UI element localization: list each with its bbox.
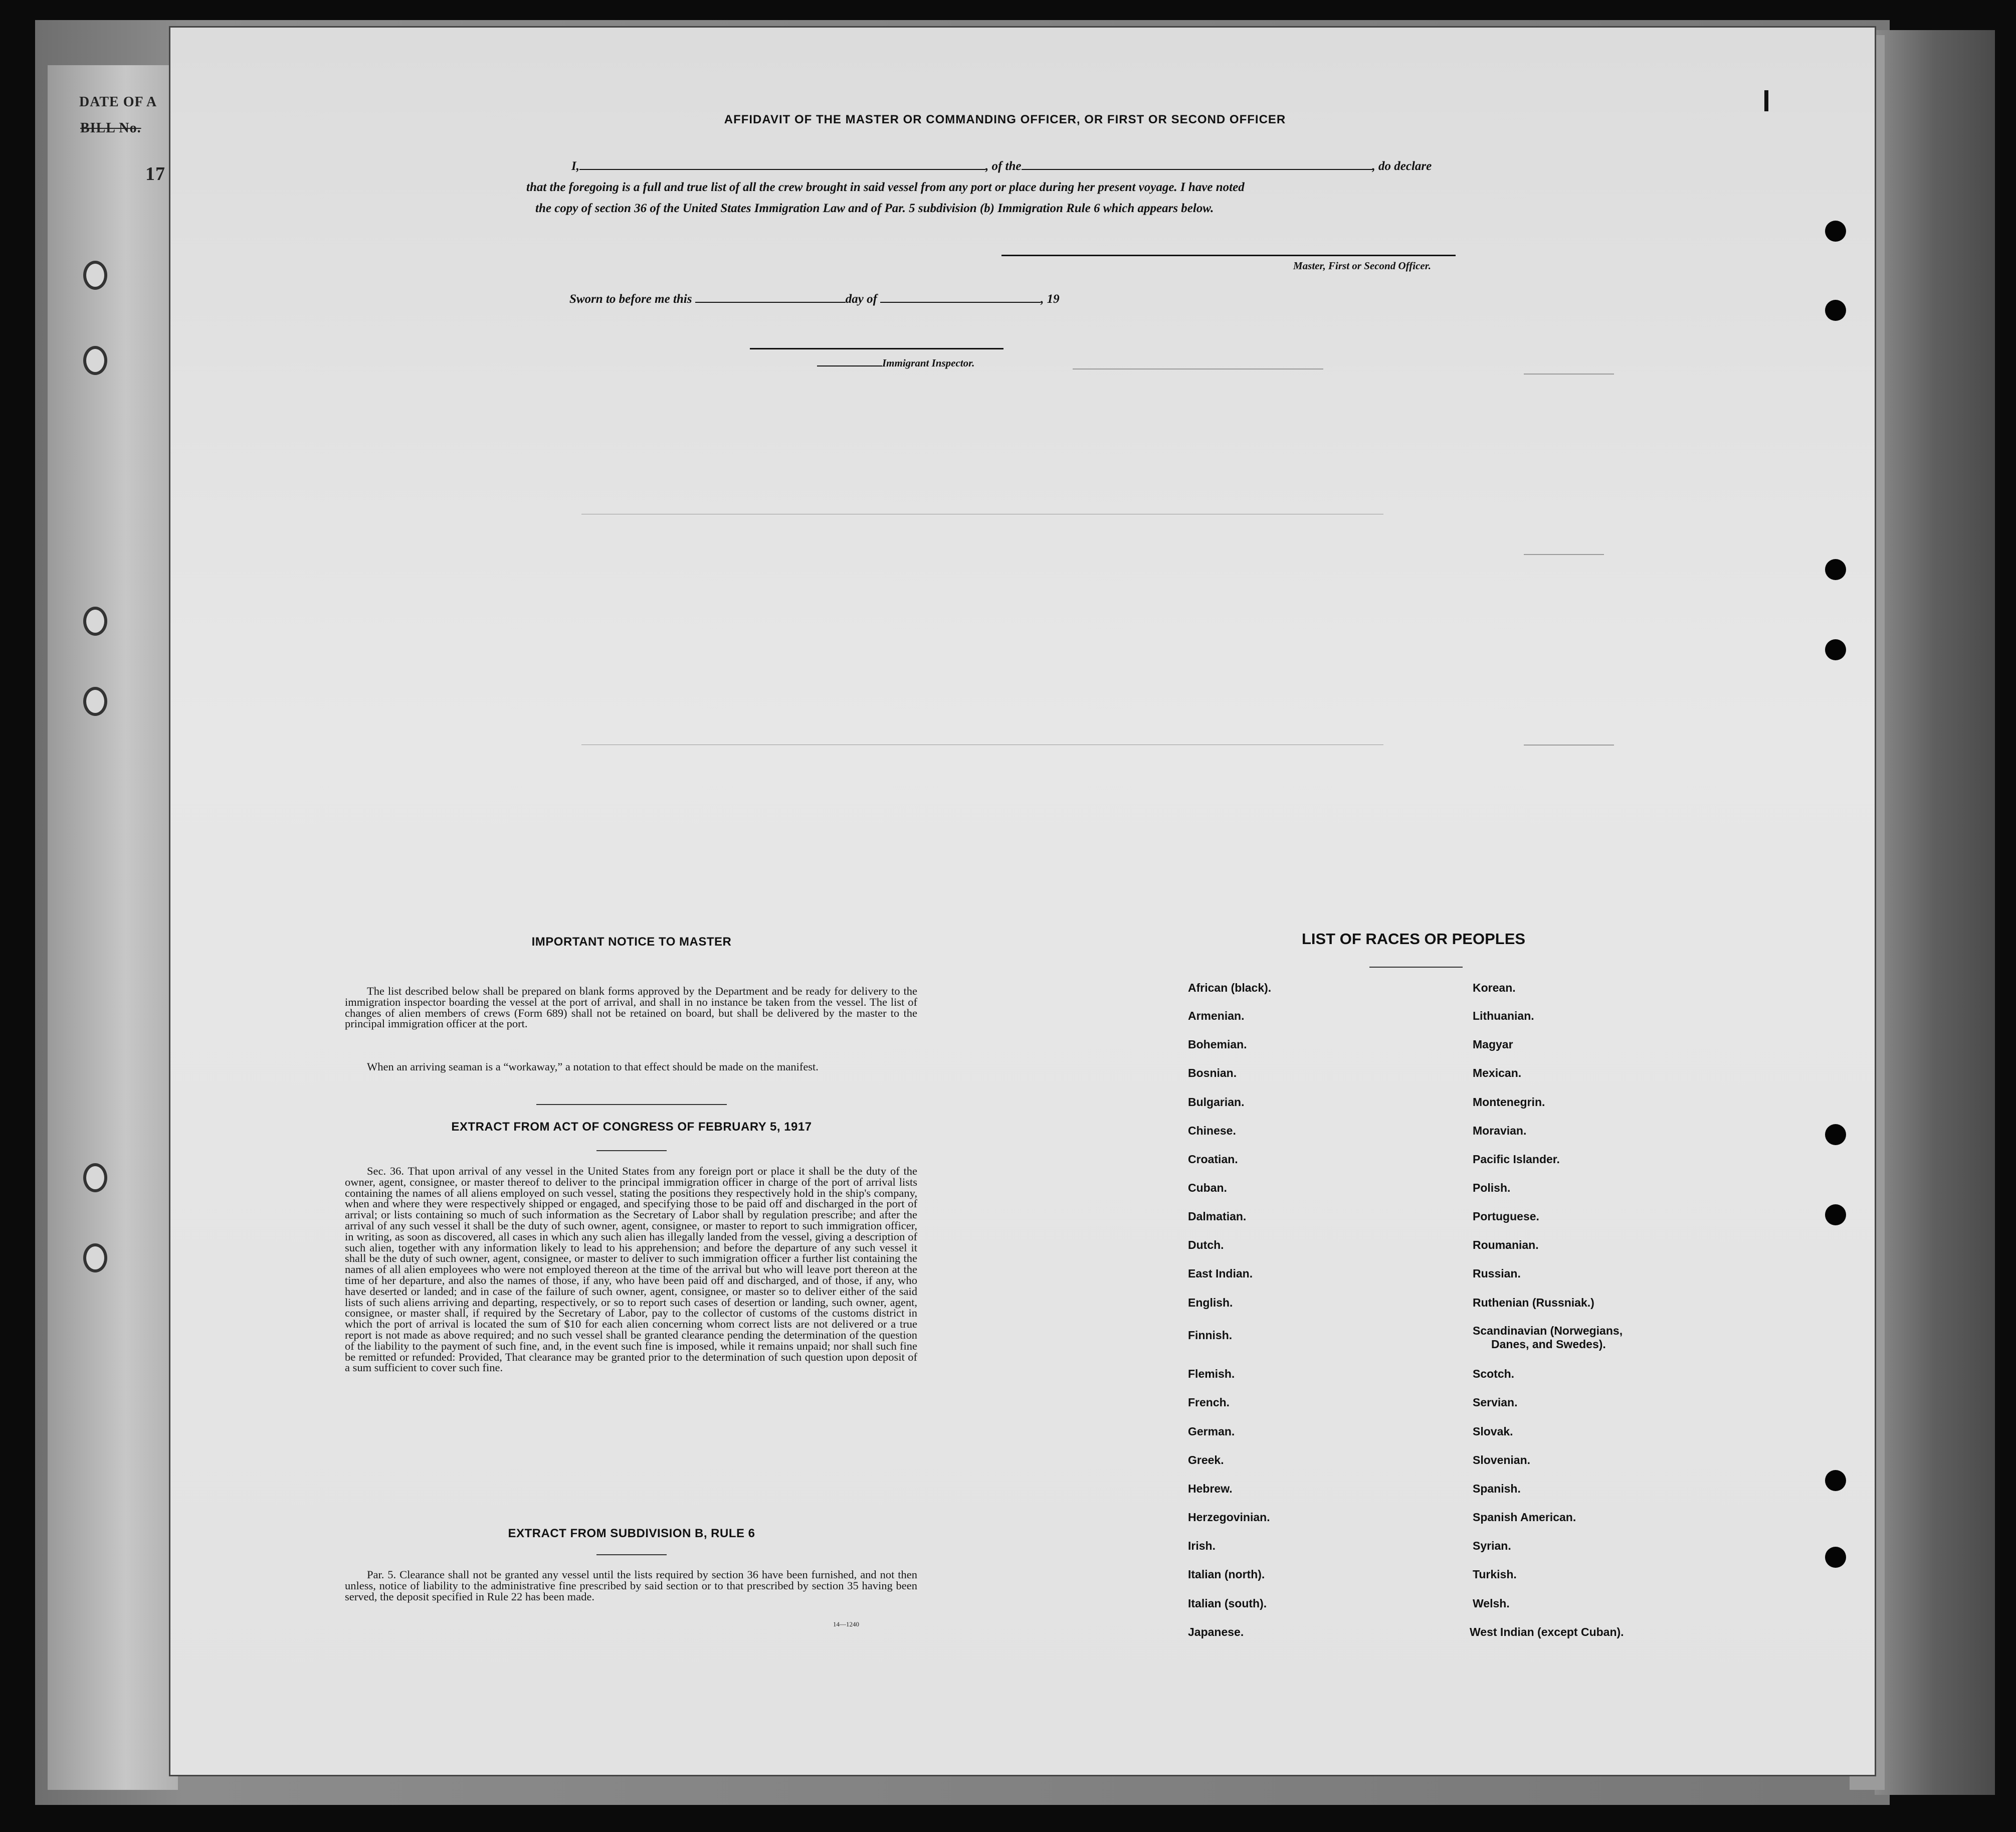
- race-item: Dutch.: [1188, 1238, 1224, 1251]
- race-item: English.: [1188, 1296, 1233, 1309]
- binder-ring: [83, 261, 107, 290]
- race-item: Magyar: [1473, 1038, 1513, 1051]
- extract-rule-title: EXTRACT FROM SUBDIVISION B, RULE 6: [508, 1527, 755, 1540]
- race-item: Bohemian.: [1188, 1038, 1247, 1051]
- section-divider: [1369, 967, 1463, 968]
- binder-ring: [83, 1163, 107, 1192]
- race-item: Portuguese.: [1473, 1210, 1539, 1223]
- race-item: Roumanian.: [1473, 1238, 1539, 1251]
- race-item: African (black).: [1188, 981, 1272, 994]
- race-item: East Indian.: [1188, 1267, 1253, 1280]
- race-item: Spanish.: [1473, 1482, 1521, 1495]
- race-item: Scandinavian (Norwegians,: [1473, 1324, 1623, 1337]
- race-item: Italian (north).: [1188, 1568, 1265, 1581]
- punch-hole: [1825, 639, 1846, 660]
- affidavit-title: AFFIDAVIT OF THE MASTER OR COMMANDING OFFICER, OR FIRST OR SECOND OFFICER: [724, 113, 1286, 126]
- race-item: Japanese.: [1188, 1625, 1244, 1638]
- race-item-continued: Danes, and Swedes).: [1491, 1338, 1606, 1351]
- race-item: Polish.: [1473, 1181, 1511, 1194]
- race-item: Lithuanian.: [1473, 1009, 1534, 1022]
- race-item: Servian.: [1473, 1396, 1518, 1409]
- punch-hole: [1825, 1547, 1846, 1568]
- bill-number-value: 17: [145, 163, 165, 185]
- extract-rule-text: Par. 5. Clearance shall not be granted any vessel until the lists required by section 36 have been furnished, and not then unless, notice of liability to the administrative fine prescribed by said section or to that prescribed by section 35 having been served, the deposit specified in Rule 22 has been made.: [345, 1568, 917, 1603]
- sworn-day-blank[interactable]: [695, 293, 846, 303]
- race-item: Hebrew.: [1188, 1482, 1233, 1495]
- punch-hole: [1825, 1470, 1846, 1491]
- race-item: Irish.: [1188, 1539, 1216, 1552]
- race-item: Bosnian.: [1188, 1066, 1237, 1079]
- inspector-signature-line[interactable]: [750, 348, 1003, 349]
- race-item: Bulgarian.: [1188, 1095, 1245, 1109]
- race-item: Spanish American.: [1473, 1511, 1576, 1524]
- race-item: Finnish.: [1188, 1329, 1233, 1342]
- sworn-line: Sworn to before me this day of , 19: [569, 292, 1060, 306]
- binder-ring: [83, 687, 107, 716]
- vessel-blank[interactable]: [1022, 160, 1372, 170]
- race-item: Syrian.: [1473, 1539, 1511, 1552]
- notice-paragraph-2: When an arriving seaman is a “workaway,” a notation to that effect should be made on the manifest.: [367, 1060, 819, 1073]
- affidavit-declaration-line2: that the foregoing is a full and true list of all the crew brought in said vessel from any port or place during her present voyage. I have noted: [526, 180, 1245, 194]
- race-item: French.: [1188, 1396, 1230, 1409]
- affidavit-declaration-line1: I, , of the , do declare: [571, 159, 1432, 173]
- race-item: Chinese.: [1188, 1124, 1236, 1137]
- section-divider: [596, 1554, 667, 1555]
- left-edge-strip: [48, 65, 178, 1790]
- punch-hole: [1825, 300, 1846, 321]
- race-item: Herzegovinian.: [1188, 1511, 1270, 1524]
- race-item: Scotch.: [1473, 1367, 1515, 1380]
- signature-line[interactable]: [1001, 255, 1456, 256]
- race-item: Flemish.: [1188, 1367, 1235, 1380]
- bill-number-stamp: BILL No.: [80, 120, 141, 136]
- race-item: German.: [1188, 1425, 1235, 1438]
- race-item: Cuban.: [1188, 1181, 1227, 1194]
- binder-ring: [83, 1243, 107, 1272]
- race-item: Italian (south).: [1188, 1597, 1267, 1610]
- name-blank[interactable]: [579, 160, 985, 170]
- race-item: Welsh.: [1473, 1597, 1510, 1610]
- race-item: Croatian.: [1188, 1153, 1238, 1166]
- notice-paragraph-1: The list described below shall be prepared on blank forms approved by the Department and be ready for delivery to the immigration inspector boarding the vessel at the port of arrival, and shall in no instance be taken from the vessel. The list of changes of alien members of crews (Form 689) shall not be retained on board, but shall be delivered by the master to the principal immigration officer at the port.: [345, 985, 917, 1030]
- races-list-title: LIST OF RACES OR PEOPLES: [1301, 930, 1526, 948]
- affidavit-declaration-line3: the copy of section 36 of the United States Immigration Law and of Par. 5 subdivision (b) Immigration Rule 6 which appears below.: [535, 202, 1214, 215]
- page-tick-mark: [1764, 90, 1768, 111]
- notice-title: IMPORTANT NOTICE TO MASTER: [531, 935, 732, 949]
- race-item: Dalmatian.: [1188, 1210, 1247, 1223]
- extract-act-text: Sec. 36. That upon arrival of any vessel in the United States from any foreign port or place it shall be the duty of the owner, agent, consignee, or master thereof to deliver to the principal immigration officer in charge of the port of arrival lists containing the names of all aliens employed on such vessel, stating the positions they respectively hold in the ship's company, when and where they were respectively shipped or engaged, and specifying those to be paid off and discharged in the port of arrival; or lists containing so much of such information as the Secretary of Labor shall by regulation prescribe; and after the arrival of any such vessel it shall be the duty of such owner, agent, consignee, or master to report to such immigration officer, in writing, as soon as discovered, all cases in which any such alien has illegally landed from the vessel, giving a description of such alien, together with any information likely to lead to his apprehension; and before the departure of any such vessel it shall be the duty of such owner, agent, consignee, or master to deliver to such immigration officer a further list containing the names of all alien employees who were not employed thereon at the time of the arrival but who will leave port thereon at the time of her departure, and also the names of those, if any, who have been paid off and discharged, and of those, if any, who have deserted or landed; and in case of the failure of such owner, agent, consignee, or master so to deliver either of the said lists of such aliens arriving and departing, respectively, or so to report such cases of desertion or landing, such owner, agent, consignee, or master shall, if required by the Secretary of Labor, pay to the collector of customs of the customs district in which the port of arrival is located the sum of $10 for each alien concerning whom correct lists are not delivered or a true report is not made as above required; and no such vessel shall be granted clearance pending the determination of the question of the liability to the payment of such fine, and, in the event such fine is imposed, while it remains unpaid; nor shall such fine be remitted or refunded: Provided, That clearance may be granted prior to the determination of such question upon deposit of a sum sufficient to cover such fine.: [345, 1165, 917, 1374]
- race-item: West Indian (except Cuban).: [1470, 1625, 1624, 1638]
- punch-hole: [1825, 559, 1846, 580]
- section-divider: [536, 1104, 727, 1105]
- punch-hole: [1825, 221, 1846, 242]
- race-item: Slovak.: [1473, 1425, 1513, 1438]
- sworn-month-blank[interactable]: [880, 293, 1041, 303]
- race-item: Slovenian.: [1473, 1453, 1531, 1467]
- race-item: Turkish.: [1473, 1568, 1517, 1581]
- document-sheet: [170, 28, 1875, 1775]
- race-item: Moravian.: [1473, 1124, 1527, 1137]
- race-item: Korean.: [1473, 981, 1516, 994]
- race-item: Pacific Islander.: [1473, 1153, 1560, 1166]
- race-item: Russian.: [1473, 1267, 1521, 1280]
- date-stamp: DATE OF A: [79, 94, 157, 110]
- right-edge-strip: [1875, 30, 1995, 1795]
- binder-ring: [83, 346, 107, 375]
- race-item: Montenegrin.: [1473, 1095, 1545, 1109]
- punch-hole: [1825, 1204, 1846, 1225]
- inspector-label: Immigrant Inspector.: [817, 357, 974, 370]
- punch-hole: [1825, 1124, 1846, 1145]
- section-divider: [596, 1150, 667, 1151]
- race-item: Ruthenian (Russniak.): [1473, 1296, 1594, 1309]
- binder-ring: [83, 607, 107, 636]
- race-item: Greek.: [1188, 1453, 1224, 1467]
- race-item: Mexican.: [1473, 1066, 1522, 1079]
- race-item: Armenian.: [1188, 1009, 1245, 1022]
- form-number: 14—1240: [833, 1620, 859, 1628]
- extract-act-title: EXTRACT FROM ACT OF CONGRESS OF FEBRUARY 5, 1917: [451, 1120, 812, 1134]
- signature-label: Master, First or Second Officer.: [1293, 260, 1431, 272]
